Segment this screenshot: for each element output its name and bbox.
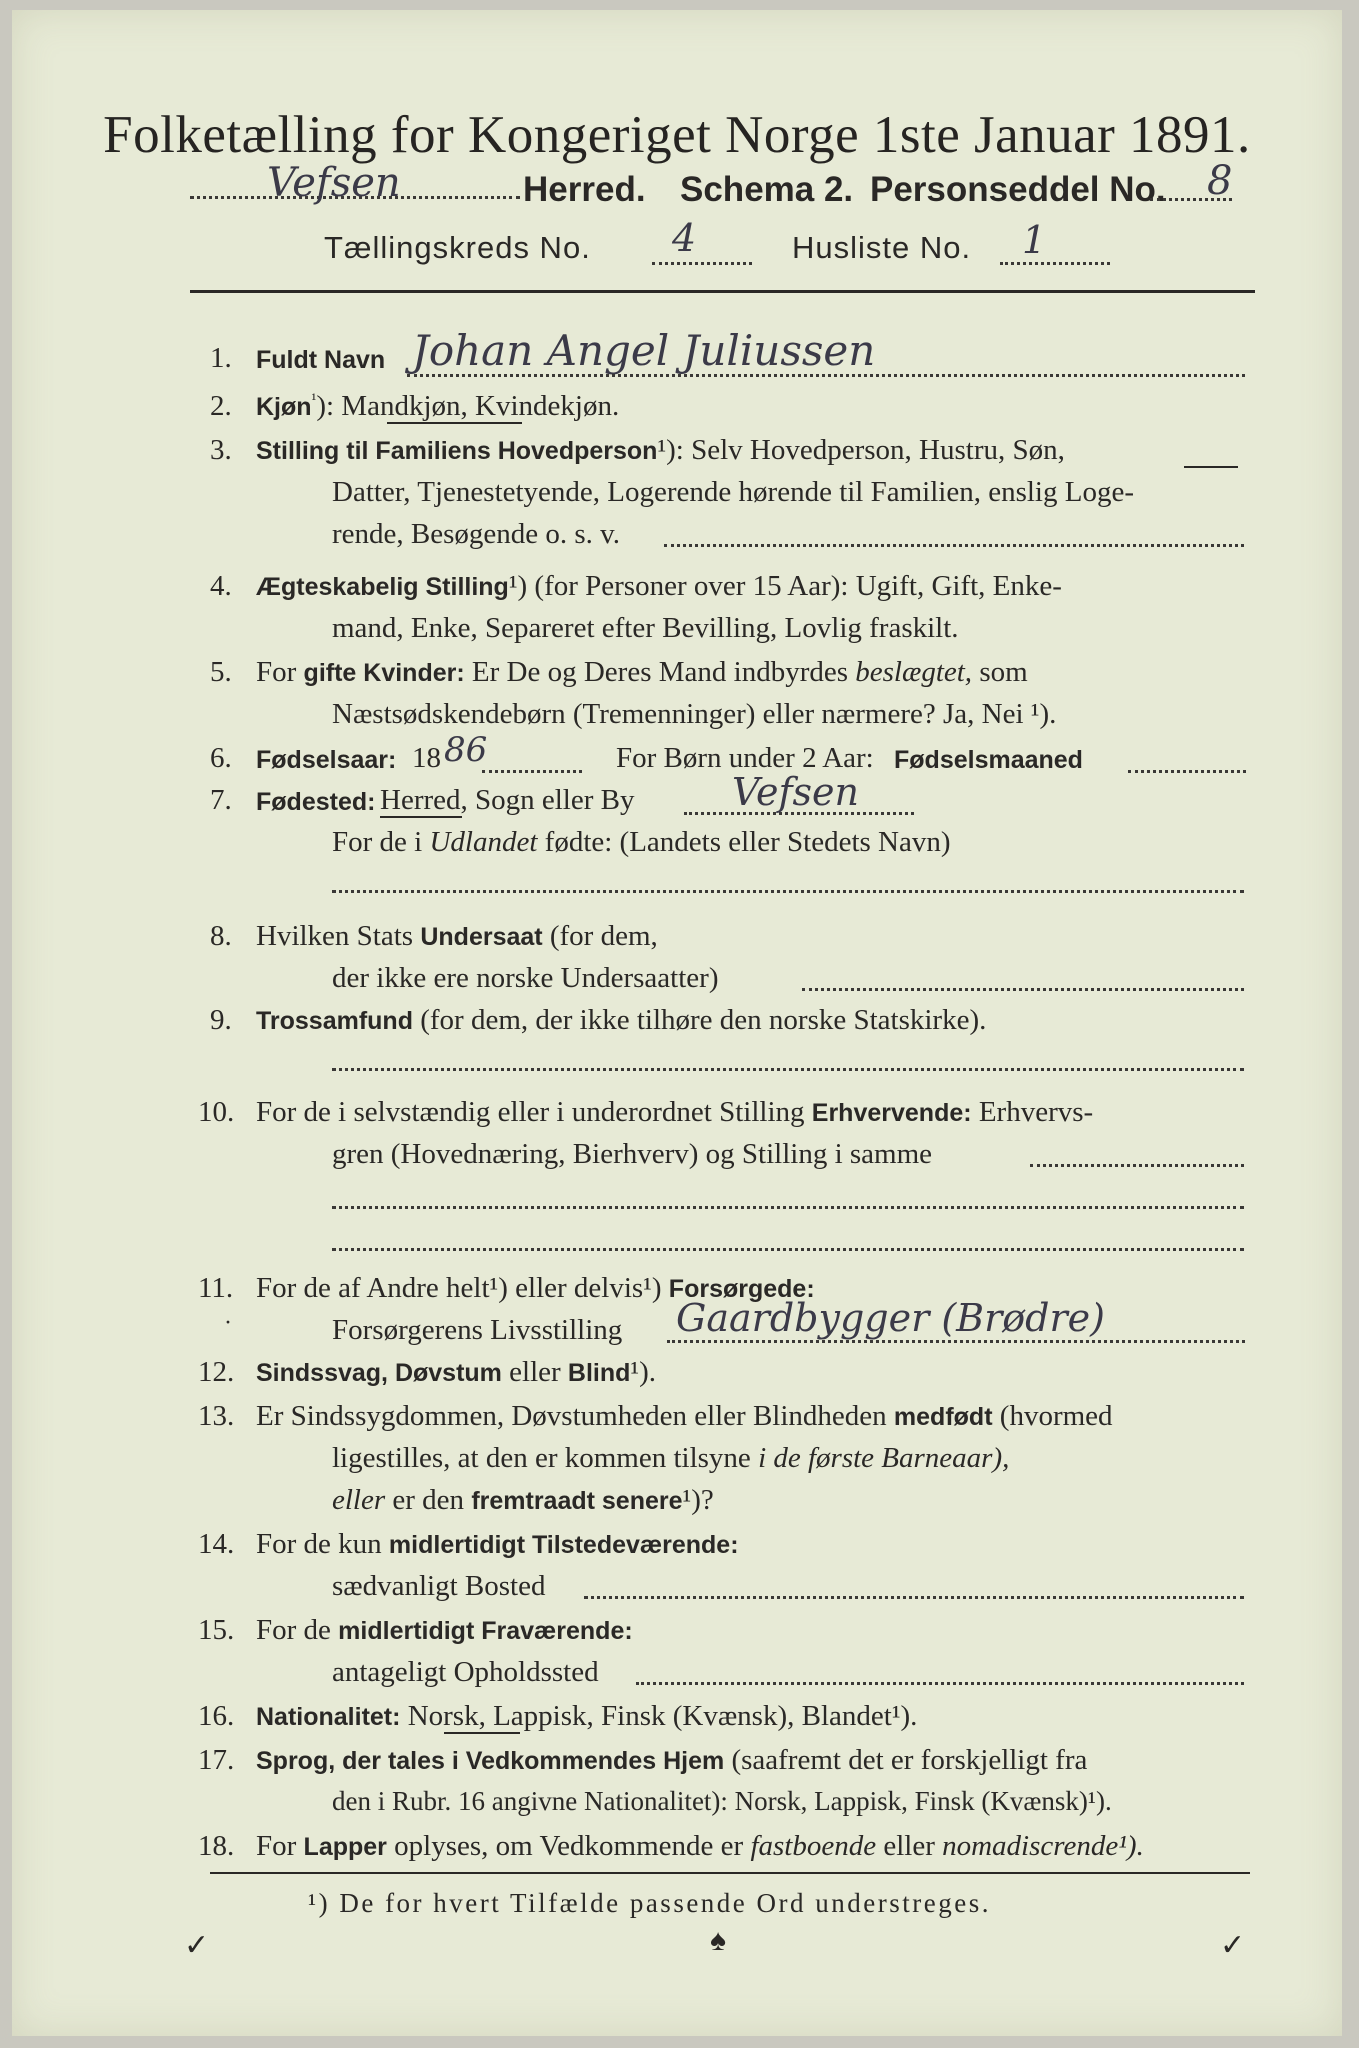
- item-text: fødte: (Landets eller Stedets Navn): [544, 826, 951, 858]
- item-text: der ikke ere norske Undersaatter): [332, 962, 719, 994]
- item-text: som: [979, 656, 1028, 688]
- item-text: Norsk, Lappisk, Finsk (Kvænsk), Blandet¹).: [407, 1700, 918, 1732]
- item-number: 11.: [198, 1272, 234, 1304]
- item-label: Nationalitet:: [256, 1703, 401, 1731]
- item-text: Forsørgerens Livsstilling: [332, 1314, 623, 1346]
- item-label: Ægteskabelig Stilling: [256, 573, 509, 601]
- dotted-line: [584, 1596, 1244, 1599]
- item-label: Kjøn: [256, 393, 312, 421]
- item-text: i de første Barneaar),: [758, 1442, 1010, 1474]
- item-label: Forsørgede:: [668, 1275, 815, 1303]
- dotted-line: [1030, 1164, 1244, 1167]
- birth-year-value: 86: [444, 730, 488, 770]
- item-label: fremtraadt senere: [471, 1487, 683, 1515]
- kreds-dotted-line: [652, 262, 752, 265]
- margin-dot: ·: [224, 1310, 232, 1336]
- year-prefix: 18: [412, 742, 441, 774]
- item-text: Herred, Sogn eller By: [380, 784, 635, 816]
- item-number: 15.: [198, 1614, 235, 1646]
- item-number: 17.: [198, 1744, 235, 1776]
- husliste-dotted-line: [1000, 262, 1110, 265]
- footer-rule: [210, 1872, 1250, 1874]
- underline-norsk: [444, 1732, 520, 1734]
- birthplace-value: Vefsen: [732, 770, 859, 814]
- dotted-line: [332, 1248, 1244, 1251]
- kreds-label: Tællingskreds No.: [324, 230, 591, 265]
- item-text: ligestilles, at den er kommen tilsyne: [332, 1442, 751, 1474]
- item-label: Undersaat: [420, 923, 543, 951]
- item-text: den i Rubr. 16 angivne Nationalitet): Norsk, Lappisk, Finsk (Kvænsk)¹).: [332, 1786, 1112, 1816]
- item-text: For Børn under 2 Aar:: [616, 742, 874, 774]
- item-label: Fødested:: [256, 788, 376, 816]
- item-number: 7.: [210, 784, 232, 816]
- item-text: For de i: [332, 826, 423, 858]
- item-text: Erhvervs-: [978, 1096, 1094, 1128]
- item-label: Trossamfund: [256, 1007, 413, 1035]
- dotted-line: [407, 374, 1245, 377]
- item-text: eller: [332, 1484, 386, 1516]
- item-label: Lapper: [303, 1833, 387, 1861]
- item-label: midlertidigt Fraværende:: [338, 1617, 633, 1645]
- full-name-value: Johan Angel Juliussen: [412, 326, 876, 375]
- census-form-page: [12, 10, 1342, 2036]
- item-number: 6.: [210, 742, 232, 774]
- item-label: Erhvervende:: [811, 1099, 972, 1127]
- herred-value: Vefsen: [267, 160, 401, 206]
- item-number: 9.: [210, 1004, 232, 1036]
- form-title: Folketælling for Kongeriget Norge 1ste Januar 1891.: [103, 106, 1251, 164]
- dotted-line: [1128, 770, 1246, 773]
- item-number: 1.: [210, 342, 232, 374]
- item-text: (saafremt det er forskjelligt fra: [731, 1744, 1088, 1776]
- item-label: Sindssvag, Døvstum: [256, 1359, 502, 1387]
- footnote: ¹) De for hvert Tilfælde passende Ord understreges.: [308, 1888, 991, 1918]
- item-text: Er Sindssygdommen, Døvstumheden eller Blindheden: [256, 1400, 887, 1432]
- kreds-value: 4: [672, 216, 697, 260]
- item-number: 13.: [198, 1400, 235, 1432]
- item-text: er den: [392, 1484, 465, 1516]
- dotted-line: [802, 988, 1244, 991]
- item-text: antageligt Opholdssted: [332, 1656, 599, 1688]
- item-label: gifte Kvinder:: [303, 659, 465, 687]
- item-text: For de i selvstændig eller i underordnet Stilling: [256, 1096, 805, 1128]
- underline-mandkjon: [387, 422, 522, 424]
- item-text: For: [256, 656, 297, 688]
- dotted-line: [332, 1068, 1244, 1071]
- item-number: 16.: [198, 1700, 235, 1732]
- item-text: rende, Besøgende o. s. v.: [332, 518, 621, 550]
- item-text: (hvormed: [999, 1400, 1113, 1432]
- item-number: 10.: [198, 1096, 235, 1128]
- dotted-line: [482, 770, 582, 773]
- item-label: Blind: [567, 1359, 631, 1387]
- item-text: Er De og Deres Mand indbyrdes: [471, 656, 849, 688]
- husliste-value: 1: [1022, 218, 1047, 262]
- item-text: eller: [509, 1356, 561, 1388]
- item-text: ¹).: [630, 1356, 657, 1388]
- dotted-line: [332, 890, 1244, 893]
- schema-label: Schema 2.: [680, 170, 854, 209]
- item-text: oplyses, om Vedkommende er: [394, 1830, 744, 1862]
- personseddel-value: 8: [1207, 158, 1233, 204]
- item-label: Fødselsaar:: [256, 746, 397, 774]
- item-text: Hvilken Stats: [256, 920, 414, 952]
- item-text: ¹) (for Personer over 15 Aar): Ugift, Gift, Enke-: [508, 570, 1062, 602]
- item-label: Sprog, der tales i Vedkommendes Hjem: [256, 1747, 725, 1775]
- item-label: medfødt: [893, 1403, 993, 1431]
- item-number: 14.: [198, 1528, 235, 1560]
- item-text: gren (Hovednæring, Bierhverv) og Stilling i samme: [332, 1138, 933, 1170]
- item-text: (for dem,: [549, 920, 658, 952]
- item-text: Næstsødskendebørn (Tremenninger) eller nærmere? Ja, Nei ¹).: [332, 698, 1057, 730]
- item-text: sædvanligt Bosted: [332, 1570, 546, 1602]
- item-text: mand, Enke, Separeret efter Bevilling, Lovlig fraskilt.: [332, 612, 959, 644]
- item-text: eller: [883, 1830, 935, 1862]
- item-text: For de: [256, 1614, 331, 1646]
- item-text: (for dem, der ikke tilhøre den norske Statskirke).: [420, 1004, 987, 1036]
- center-mark: ♠: [710, 1924, 726, 1957]
- item-number: 12.: [198, 1356, 235, 1388]
- item-text: For: [256, 1830, 297, 1862]
- item-text: beslægtet,: [855, 656, 973, 688]
- item-text: For de kun: [256, 1528, 382, 1560]
- item-text: ¹)?: [682, 1484, 714, 1516]
- item-label: Fødselsmaaned: [894, 746, 1083, 774]
- item-text: ): Mandkjøn, Kvindekjøn.: [316, 390, 620, 422]
- dotted-line: [332, 1206, 1244, 1209]
- item-text: fastboende: [750, 1830, 877, 1862]
- footnote-marker: ¹: [311, 391, 317, 409]
- item-label: Stilling til Familiens Hovedperson: [256, 437, 658, 465]
- item-text: For de af Andre helt¹) eller delvis¹): [256, 1272, 662, 1304]
- item-number: 2.: [210, 390, 232, 422]
- item-number: 18.: [198, 1830, 235, 1862]
- underline-herred: [380, 816, 462, 818]
- herred-label: Herred.: [523, 170, 646, 209]
- item-text: nomadiscrende¹).: [942, 1830, 1144, 1862]
- personseddel-label: Personseddel No.: [870, 170, 1166, 209]
- item-label: midlertidigt Tilstedeværende:: [388, 1531, 739, 1559]
- underline-son: [1184, 466, 1238, 468]
- corner-mark-right: ✓: [1220, 1929, 1246, 1962]
- dotted-line: [667, 1340, 1245, 1343]
- item-label: Fuldt Navn: [256, 346, 386, 374]
- item-number: 5.: [210, 656, 232, 688]
- item-number: 8.: [210, 920, 232, 952]
- item-text: ¹): Selv Hovedperson, Hustru, Søn,: [657, 434, 1065, 466]
- husliste-label: Husliste No.: [792, 230, 972, 265]
- dotted-line: [636, 1682, 1244, 1685]
- provider-occupation-value: Gaardbygger (Brødre): [676, 1296, 1105, 1340]
- dotted-line: [664, 544, 1244, 547]
- item-number: 3.: [210, 434, 232, 466]
- item-text: Datter, Tjenestetyende, Logerende hørende til Familien, enslig Loge-: [332, 476, 1134, 508]
- header-rule: [190, 290, 1255, 293]
- item-number: 4.: [210, 570, 232, 602]
- corner-mark-left: ✓: [184, 1929, 210, 1962]
- item-text: Udlandet: [429, 826, 538, 858]
